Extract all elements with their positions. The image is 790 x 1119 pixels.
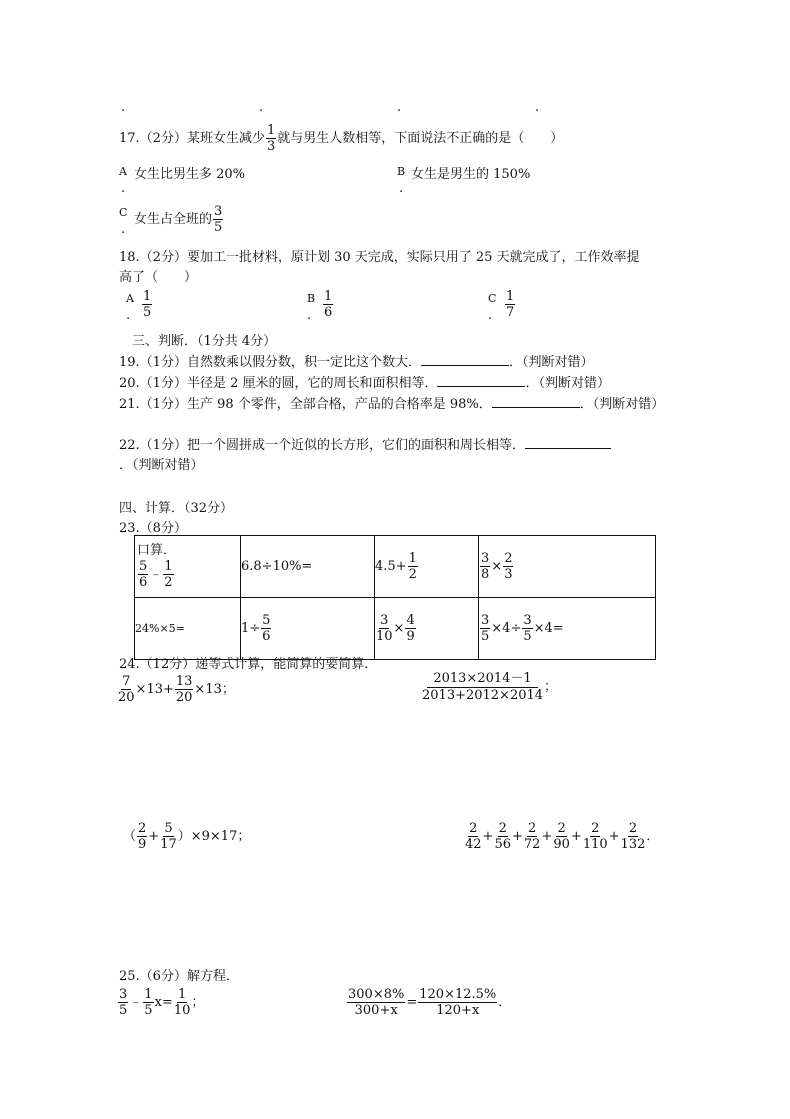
expression-24-1: $\frac{7}{20}$ ×13+ $\frac{13}{20}$ ×13； bbox=[118, 674, 235, 705]
option-fraction: $\frac{1}{6}$ bbox=[324, 289, 333, 320]
question-18-line2: 高了（ ） bbox=[119, 270, 198, 285]
top-dot: . bbox=[397, 100, 402, 115]
option-b-text: 女生是男生的 150% bbox=[411, 167, 531, 182]
expression: 1÷ $\frac{5}{6}$ bbox=[241, 613, 271, 644]
table-cell bbox=[479, 598, 656, 660]
expression: $\frac{5}{6}$ ﹣ $\frac{1}{2}$ bbox=[139, 559, 173, 590]
option-letter: C bbox=[119, 206, 128, 219]
question-19: 19.（1分）自然数乘以假分数，积一定比这个数大． ．（判断对错） bbox=[119, 355, 594, 370]
expression-24-2: $\frac{2013\times 2014-1}{2013+2012\times 2014}$ ； bbox=[422, 671, 558, 703]
table-cell bbox=[135, 598, 241, 660]
question-text: 就与男生人数相等，下面说法不正确的是（ ） bbox=[277, 131, 564, 146]
option-dot: . bbox=[399, 181, 404, 196]
expression: 4.5+ $\frac{1}{2}$ bbox=[375, 551, 417, 582]
option-dot: . bbox=[307, 308, 312, 323]
top-dot: . bbox=[259, 100, 264, 115]
fraction: $\frac{3}{5}$ bbox=[214, 204, 223, 235]
table-cell bbox=[375, 536, 479, 598]
fraction: $\frac{1}{3}$ bbox=[266, 123, 276, 154]
question-22: 22.（1分）把一个圆拼成一个近似的长方形，它们的面积和周长相等． bbox=[119, 434, 611, 453]
expression: $\frac{3}{5}$ ×4÷ $\frac{3}{5}$ ×4= bbox=[481, 613, 564, 644]
answer-blank[interactable] bbox=[421, 355, 509, 366]
table-row bbox=[135, 598, 656, 660]
option-dot: . bbox=[121, 181, 126, 196]
section-heading: 三、判断．（1分共 4分） bbox=[132, 334, 277, 349]
question-text: 17.（2分）某班女生减少 bbox=[119, 131, 265, 146]
question-23-title: 23.（8分） bbox=[119, 521, 187, 536]
option-a-text: 女生比男生多 20% bbox=[134, 167, 246, 182]
option-c-text: 女生占全班的 $\frac{3}{5}$ bbox=[134, 204, 223, 235]
question-20: 20.（1分）半径是 2 厘米的圆，它的周长和面积相等． ．（判断对错） bbox=[119, 376, 610, 391]
cell-label: 口算． bbox=[137, 543, 177, 558]
answer-blank[interactable] bbox=[492, 397, 580, 408]
expression: $\frac{3}{8}$ × $\frac{2}{3}$ bbox=[481, 551, 513, 582]
top-dot: . bbox=[535, 100, 540, 115]
expression: 24%×5= bbox=[135, 622, 185, 635]
table-cell bbox=[241, 598, 375, 660]
expression: 6.8÷10%= bbox=[241, 559, 313, 574]
expression: $\frac{3}{10}$ × $\frac{4}{9}$ bbox=[376, 613, 415, 644]
question-21: 21.（1分）生产 98 个零件，全部合格，产品的合格率是 98%． ．（判断对错） bbox=[119, 397, 665, 412]
question-17 bbox=[119, 124, 563, 153]
question-24-title: 24.（12分）递等式计算，能简算的要简算． bbox=[119, 657, 378, 672]
equation-25-2: $\frac{300\times 8\%}{300+x}$ = $\frac{120\times 12.5\%}{120+x}$ ． bbox=[348, 987, 512, 1018]
top-dot: . bbox=[121, 100, 126, 115]
question-18-line1: 18.（2分）要加工一批材料，原计划 30 天完成，实际只用了 25 天就完成了，工作效率提 bbox=[119, 250, 640, 265]
table-cell bbox=[479, 536, 656, 598]
answer-blank[interactable] bbox=[525, 438, 611, 449]
oral-calc-table bbox=[134, 535, 656, 660]
table-cell bbox=[135, 536, 241, 598]
option-dot: . bbox=[126, 308, 131, 323]
option-letter: C bbox=[488, 292, 497, 305]
question-22-tail: ．（判断对错） bbox=[119, 458, 204, 473]
section-heading: 四、计算．（32分） bbox=[119, 501, 234, 516]
option-dot: . bbox=[488, 308, 493, 323]
answer-blank[interactable] bbox=[437, 376, 525, 387]
option-dot: . bbox=[121, 222, 126, 237]
option-fraction: $\frac{1}{7}$ bbox=[506, 289, 515, 320]
table-row bbox=[135, 536, 656, 598]
option-letter: A bbox=[126, 292, 134, 305]
option-letter: B bbox=[307, 292, 316, 305]
option-letter: B bbox=[397, 165, 406, 178]
equation-25-1: $\frac{3}{5}$ ﹣ $\frac{1}{5}$ x= $\frac{1}{10}$ ； bbox=[119, 987, 205, 1018]
question-25-title: 25.（6分）解方程． bbox=[119, 969, 239, 984]
expression-24-4: $\frac{2}{42}$ + $\frac{2}{56}$ + $\frac{2}{72}$ + $\frac{2}{90}$ + $\frac{2}{110}$ + $\frac{2}{132}$ ． bbox=[465, 821, 660, 852]
option-letter: A bbox=[119, 165, 127, 178]
option-fraction: $\frac{1}{5}$ bbox=[143, 289, 152, 320]
table-cell bbox=[375, 598, 479, 660]
table-cell bbox=[241, 536, 375, 598]
expression-24-3: （ $\frac{2}{9}$ + $\frac{5}{17}$ ）×9×17； bbox=[123, 821, 251, 852]
